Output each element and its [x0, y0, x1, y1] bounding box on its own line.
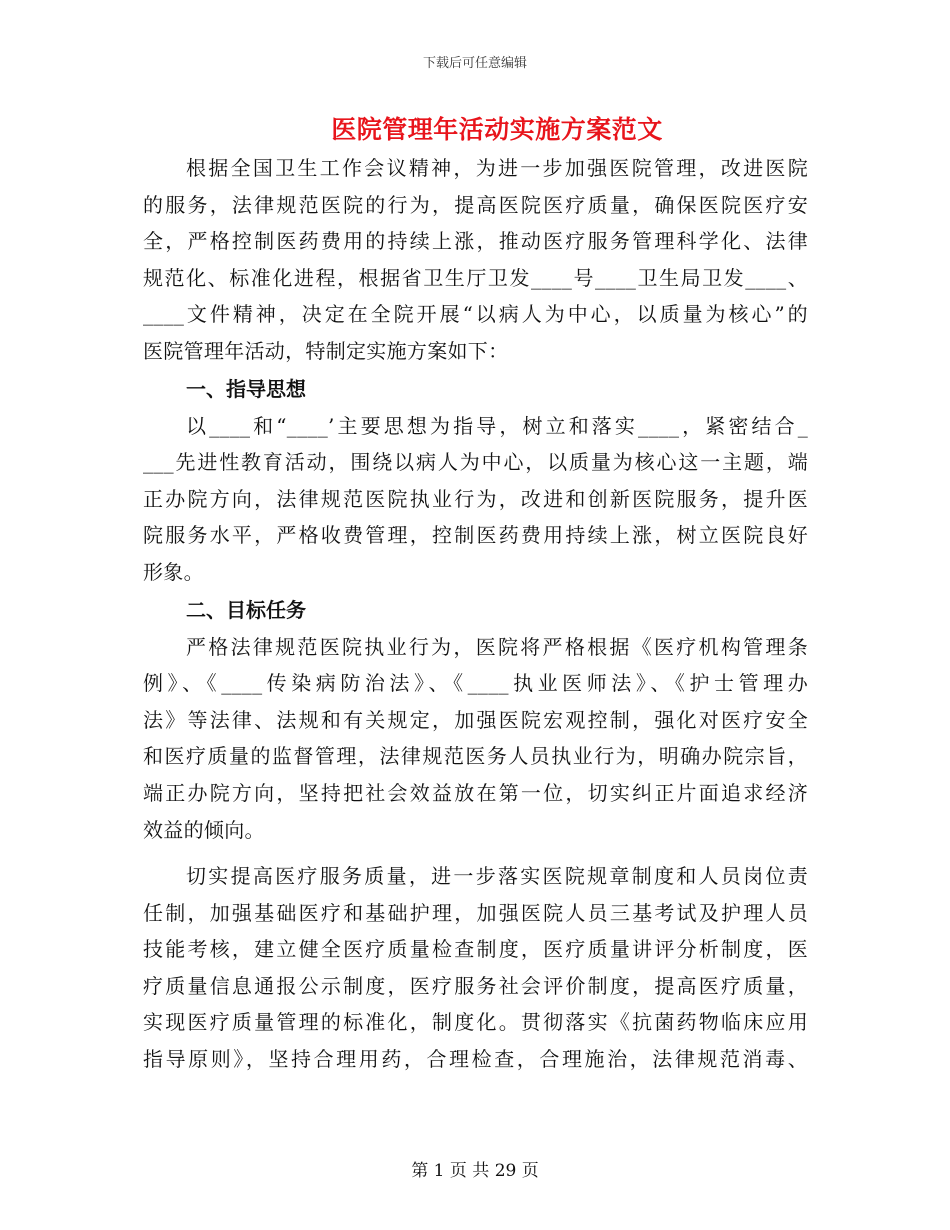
guiding-thought-paragraph — [143, 408, 808, 591]
text-line: 疗质量信息通报公示制度，医疗服务社会评价制度，提高医疗质量， — [143, 973, 808, 998]
text-line: 正办院方向，法律规范医院执业行为，改进和创新医院服务，提升医 — [143, 486, 808, 511]
text-line: ____文件精神，决定在全院开展“以病人为中心，以质量为核心”的 — [143, 302, 808, 327]
text-line: 的服务，法律规范医院的行为，提高医院医疗质量，确保医院医疗安 — [143, 192, 808, 217]
section-heading-guiding-thought: 一、指导思想 — [186, 376, 306, 401]
goals-paragraph-1 — [143, 629, 808, 849]
text-line: 任制，加强基础医疗和基础护理，加强医院人员三基考试及护理人员 — [143, 900, 808, 925]
text-line: 端正办院方向，坚持把社会效益放在第一位，切实纠正片面追求经济 — [143, 780, 808, 805]
text-line: 效益的倾向。 — [143, 817, 265, 842]
text-line: 切实提高医疗服务质量，进一步落实医院规章制度和人员岗位责 — [186, 864, 808, 889]
document-title: 医院管理年活动实施方案范文 — [331, 115, 663, 144]
text-line: 技能考核，建立健全医疗质量检查制度，医疗质量讲评分析制度，医 — [143, 937, 808, 962]
text-line: 以____和“____’主要思想为指导，树立和落实____，紧密结合_ — [186, 413, 808, 438]
text-line: 严格法律规范医院执业行为，医院将严格根据《医疗机构管理条 — [186, 634, 808, 659]
text-line: 全，严格控制医药费用的持续上涨，推动医疗服务管理科学化、法律 — [143, 229, 808, 254]
section-heading-goals: 二、目标任务 — [186, 597, 306, 622]
goals-paragraph-2 — [143, 858, 808, 1078]
text-line: 法》等法律、法规和有关规定，加强医院宏观控制，强化对医疗安全 — [143, 707, 808, 732]
text-line: 规范化、标准化进程，根据省卫生厅卫发____号____卫生局卫发____、 — [143, 265, 808, 290]
text-line: ___先进性教育活动，围绕以病人为中心，以质量为核心这一主题，端 — [143, 450, 808, 475]
text-line: 例》、《____传染病防治法》、《____执业医师法》、《护士管理办 — [143, 671, 808, 696]
text-line: 医院管理年活动，特制定实施方案如下： — [143, 338, 509, 363]
document-body — [143, 150, 808, 1078]
text-line: 和医疗质量的监督管理，法律规范医务人员执业行为，明确办院宗旨， — [143, 744, 808, 769]
header-note: 下载后可任意编辑 — [422, 56, 527, 71]
text-line: 实现医疗质量管理的标准化，制度化。贯彻落实《抗菌药物临床应用 — [143, 1010, 808, 1035]
text-line: 指导原则》，坚持合理用药，合理检查，合理施治，法律规范消毒、 — [143, 1047, 808, 1072]
intro-paragraph — [143, 150, 808, 370]
text-line: 院服务水平，严格收费管理，控制医药费用持续上涨，树立医院良好 — [143, 523, 808, 548]
text-line: 根据全国卫生工作会议精神，为进一步加强医院管理，改进医院 — [186, 156, 808, 180]
page-footer: 第 1 页 共 29 页 — [411, 1161, 539, 1181]
text-line: 形象。 — [143, 559, 204, 584]
